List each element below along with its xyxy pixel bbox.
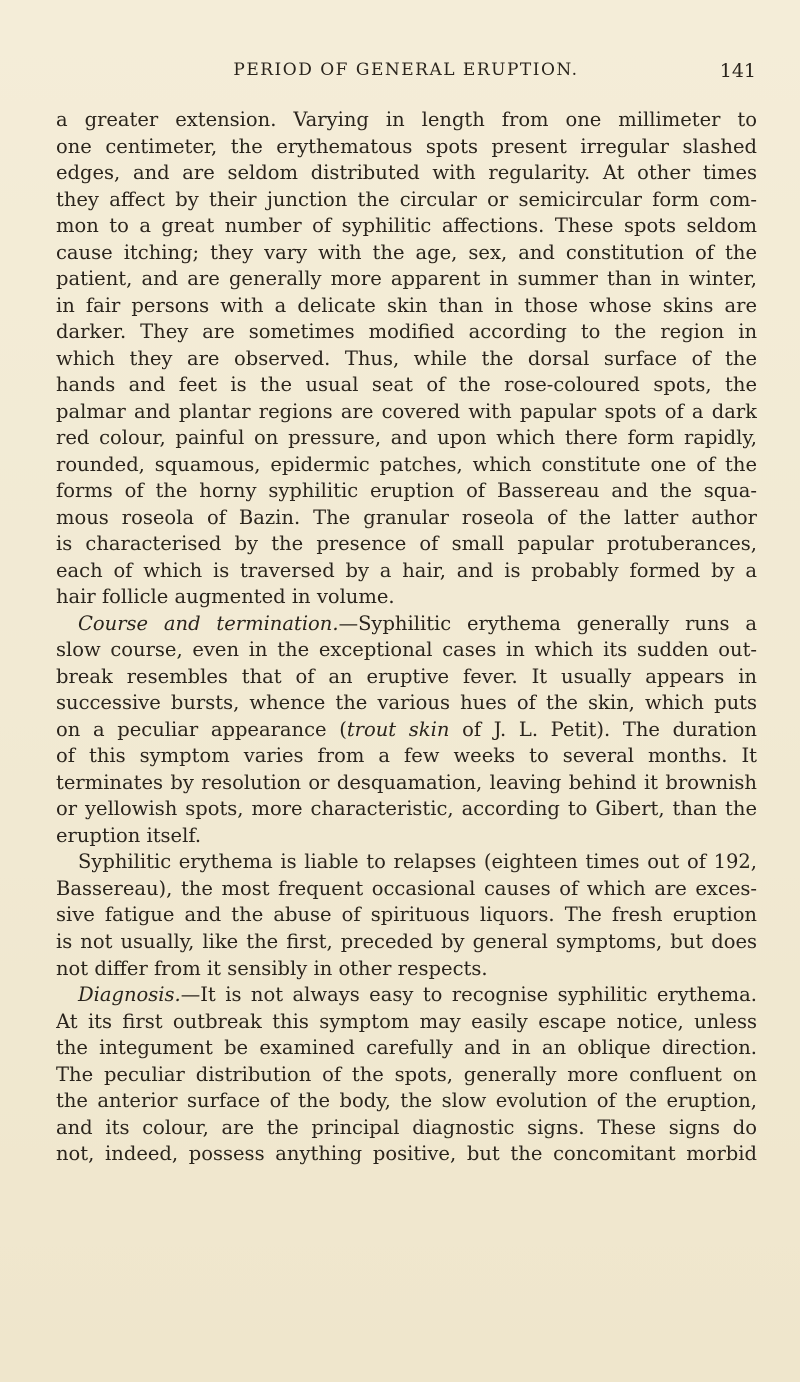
text-line	[56, 505, 757, 532]
page-header	[56, 60, 756, 90]
text-line	[56, 1062, 757, 1089]
text-segment: a greater extension. Varying in length from one millimeter to	[56, 108, 757, 131]
text-line	[56, 823, 757, 850]
text-line	[56, 240, 757, 267]
text-line	[56, 399, 757, 426]
text-segment: they affect by their junction the circular or semicircular form com-	[56, 187, 757, 211]
text-line	[56, 1141, 757, 1168]
text-line	[56, 982, 757, 1009]
text-segment: the anterior surface of the body, the slow evolution of the eruption,	[56, 1089, 757, 1113]
text-line	[56, 664, 757, 691]
text-segment: not differ from it sensibly in other respects.	[56, 956, 488, 980]
text-segment: palmar and plantar regions are covered with papular spots of a dark	[56, 399, 757, 423]
text-segment: cause itching; they vary with the age, sex, and constitution of the	[56, 240, 757, 264]
text-segment: successive bursts, whence the various hues of the skin, which puts	[56, 691, 757, 715]
text-line	[56, 531, 757, 558]
text-line	[56, 1115, 757, 1142]
text-line	[56, 452, 757, 479]
text-segment: which they are observed. Thus, while the dorsal surface of the	[56, 346, 757, 370]
text-segment: is not usually, like the first, preceded by general symptoms, but does	[56, 929, 757, 953]
text-segment: —It is not always easy to recognise syphilitic erythema.	[180, 983, 757, 1007]
text-line	[56, 637, 757, 664]
text-segment: of J. L. Petit). The duration	[449, 717, 757, 741]
text-line	[56, 849, 757, 876]
text-segment: hair follicle augmented in volume.	[56, 585, 395, 609]
text-segment: darker. They are sometimes modified according to the region in	[56, 320, 757, 344]
text-segment: the integument be examined carefully and in an oblique direction.	[56, 1036, 757, 1060]
text-segment: or yellowish spots, more characteristic, according to Gibert, than the	[56, 797, 757, 821]
text-line	[56, 134, 757, 161]
text-line	[56, 293, 757, 320]
text-line	[56, 770, 757, 797]
text-segment: —Syphilitic erythema generally runs a	[338, 611, 757, 635]
text-line	[56, 213, 757, 240]
text-line	[56, 584, 757, 611]
text-line	[56, 902, 757, 929]
text-segment: mous roseola of Bazin. The granular roseola of the latter author	[56, 505, 757, 529]
text-line	[56, 876, 757, 903]
text-segment: red colour, painful on pressure, and upon which there form rapidly,	[56, 426, 757, 450]
text-segment: one centimeter, the erythematous spots present irregular slashed	[56, 134, 757, 158]
text-segment: each of which is traversed by a hair, and is probably formed by a	[56, 558, 757, 582]
text-line	[56, 372, 757, 399]
text-line	[56, 187, 757, 214]
text-segment: not, indeed, possess anything positive, but the concomitant morbid	[56, 1142, 757, 1166]
text-line	[56, 425, 757, 452]
text-line	[56, 929, 757, 956]
text-segment: The peculiar distribution of the spots, generally more confluent on	[56, 1062, 757, 1086]
text-segment: At its first outbreak this symptom may easily escape notice, unless	[56, 1009, 757, 1033]
text-line	[56, 611, 757, 638]
text-segment: slow course, even in the exceptional cases in which its sudden out-	[56, 638, 757, 662]
page-number: 141	[719, 60, 756, 82]
text-line	[56, 743, 757, 770]
text-segment: rounded, squamous, epidermic patches, which constitute one of the	[56, 452, 757, 476]
italic-text: Course and termination.	[78, 611, 339, 635]
text-line	[56, 558, 757, 585]
body-text	[56, 107, 757, 1168]
text-line	[56, 346, 757, 373]
text-segment: terminates by resolution or desquamation, leaving behind it brownish	[56, 770, 757, 794]
text-line	[56, 319, 757, 346]
text-line	[56, 1088, 757, 1115]
text-line	[56, 107, 757, 134]
text-segment: in fair persons with a delicate skin than in those whose skins are	[56, 293, 757, 317]
text-segment: and its colour, are the principal diagnostic signs. These signs do	[56, 1115, 757, 1139]
text-line	[56, 956, 757, 983]
text-line	[56, 690, 757, 717]
text-segment: break resembles that of an eruptive fever. It usually appears in	[56, 664, 757, 688]
text-segment: sive fatigue and the abuse of spirituous liquors. The fresh eruption	[56, 903, 757, 927]
text-segment: eruption itself.	[56, 823, 202, 847]
text-line	[56, 1009, 757, 1036]
text-segment: Syphilitic erythema is liable to relapses (eighteen times out of 192,	[78, 850, 757, 874]
text-line	[56, 796, 757, 823]
italic-text: trout skin	[346, 717, 450, 741]
text-line	[56, 717, 757, 744]
text-segment: hands and feet is the usual seat of the rose-coloured spots, the	[56, 373, 757, 397]
text-segment: patient, and are generally more apparent in summer than in winter,	[56, 267, 757, 291]
text-segment: is characterised by the presence of small papular protuberances,	[56, 532, 757, 556]
text-line	[56, 478, 757, 505]
text-segment: mon to a great number of syphilitic affections. These spots seldom	[56, 214, 757, 238]
text-segment: forms of the horny syphilitic eruption of Bassereau and the squa-	[56, 479, 757, 503]
text-segment: Bassereau), the most frequent occasional causes of which are exces-	[56, 876, 757, 900]
text-line	[56, 1035, 757, 1062]
text-line	[56, 266, 757, 293]
text-segment: edges, and are seldom distributed with regularity. At other times	[56, 161, 757, 185]
running-head: PERIOD OF GENERAL ERUPTION.	[233, 60, 579, 80]
text-segment: of this symptom varies from a few weeks to several months. It	[56, 744, 757, 768]
text-segment: on a peculiar appearance (	[56, 717, 347, 741]
italic-text: Diagnosis.	[78, 983, 181, 1007]
text-line	[56, 160, 757, 187]
